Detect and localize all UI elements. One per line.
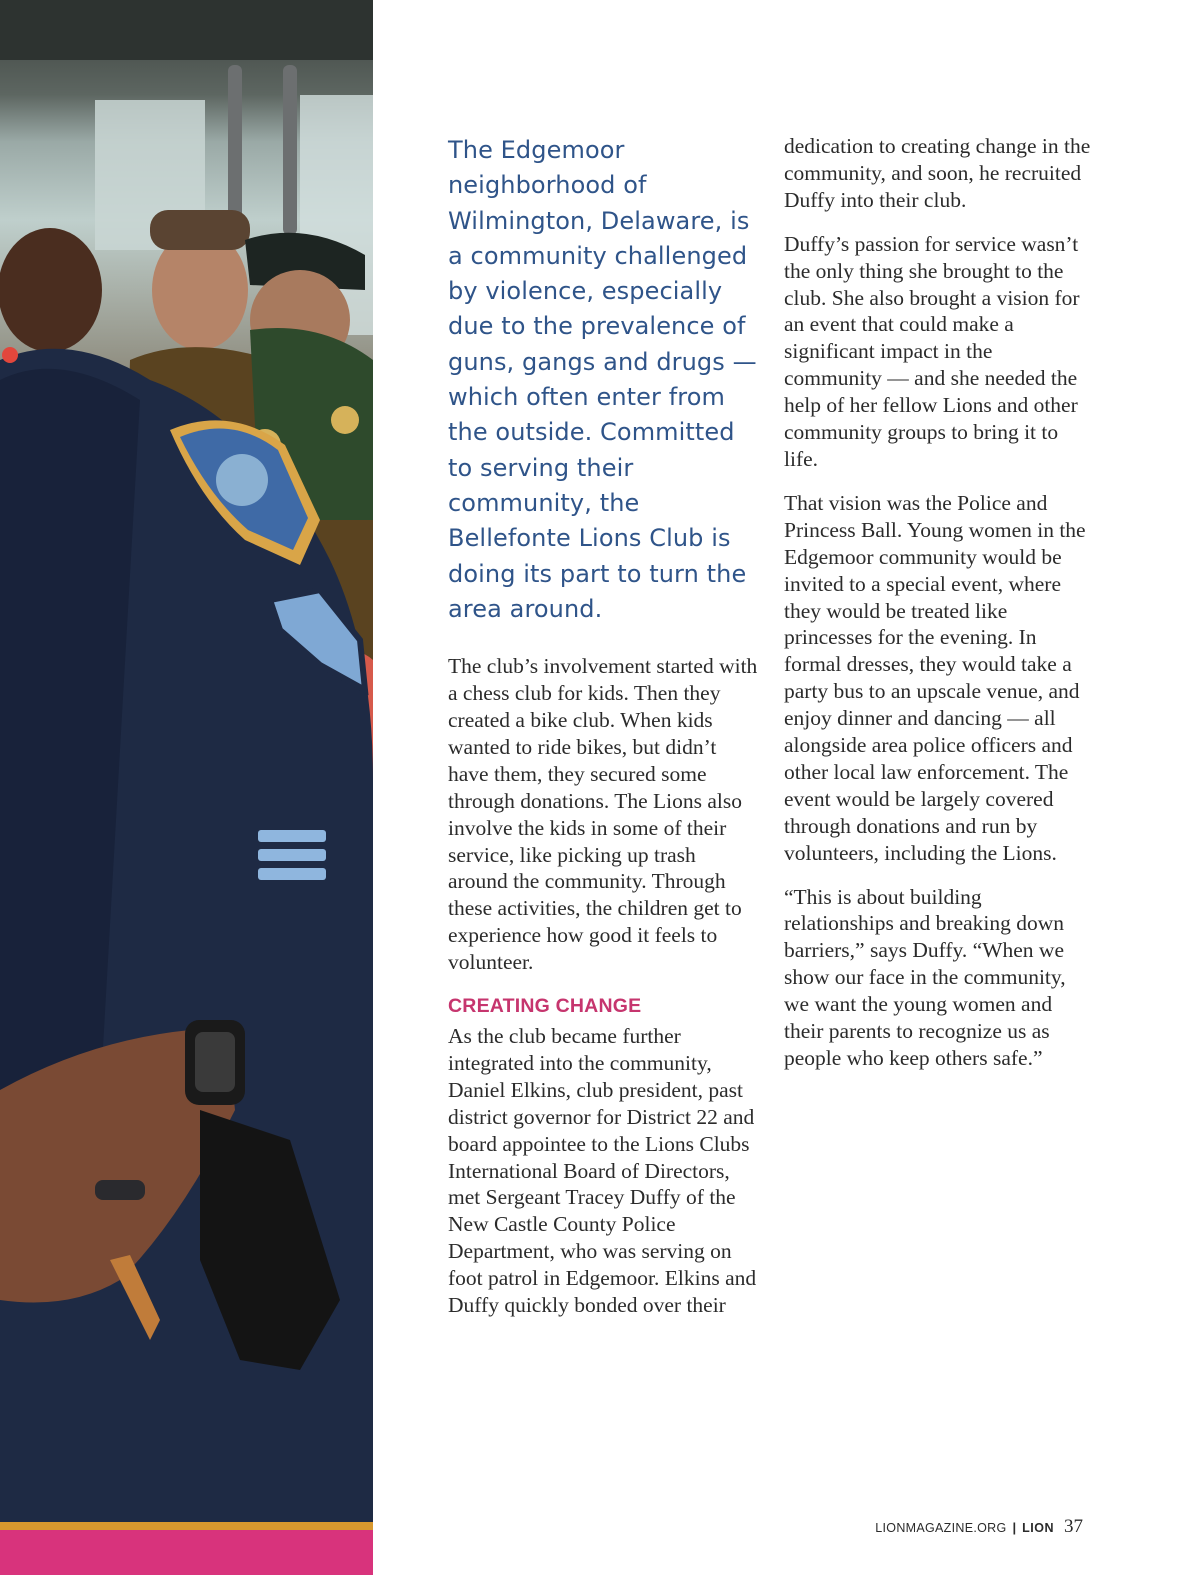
photo-illustration: [0, 0, 373, 1575]
accent-bar-orange: [0, 1522, 373, 1530]
article-column-right: [784, 133, 1094, 1089]
section-heading: CREATING CHANGE: [448, 995, 642, 1018]
accent-bar-pink: [0, 1530, 373, 1575]
article-paragraph: That vision was the Police and Princess Ball. Young women in the Edgemoor community would be invited to a special event, where they would be treated like princesses for the evening. In formal dresses, they would take a party bus to an upscale venue, and enjoy dinner and dancing — all alongside area police officers and other local law enforcement. The event would be largely covered through donations and run by volunteers, including the Lions.: [784, 490, 1086, 865]
article-paragraph: “This is about building relationships and breaking down barriers,” says Duffy. “When we show our face in the community, we want the young women and their parents to recognize us as people who keep others safe.”: [784, 884, 1066, 1070]
article-paragraph: Duffy’s passion for service wasn’t the only thing she brought to the club. She also brought a vision for an event that could make a significant impact in the community — and she needed the help of her fellow Lions and other community groups to bring it to life.: [784, 231, 1080, 471]
article-paragraph: The club’s involvement started with a chess club for kids. Then they created a bike club. When kids wanted to ride bikes, but didn’t have them, they secured some through donations. The Lions also involve the kids in some of their service, like picking up trash around the community. Through these activities, the children get to experience how good it feels to volunteer.: [448, 654, 758, 975]
article-lede: The Edgemoor neighborhood of Wilmington, Delaware, is a community challenged by violence, especially due to the prevalence of guns, gangs and drugs — which often enter from the outside. Committed to serving their community, the Bellefonte Lions Club is doing its part to turn the area around.: [448, 136, 757, 623]
article-paragraph: As the club became further integrated into the community, Daniel Elkins, club president, past district governor for District 22 and board appointee to the Lions Clubs International Board of Directors, met Sergeant Tracey Duffy of the New Castle County Police Department, who was serving on foot patrol in Edgemoor. Elkins and Duffy quickly bonded over their: [448, 1024, 757, 1318]
police-officers-photo: [0, 0, 373, 1575]
magazine-name: LION: [1022, 1521, 1054, 1535]
page-footer: [875, 1516, 1083, 1538]
page-number: 37: [1064, 1516, 1083, 1537]
magazine-website: LIONMAGAZINE.ORG: [875, 1521, 1007, 1535]
article-column-left: [448, 133, 758, 1336]
article-paragraph-continued: dedication to creating change in the community, and soon, he recruited Duffy into their club.: [784, 134, 1091, 212]
footer-separator: |: [1012, 1520, 1017, 1535]
